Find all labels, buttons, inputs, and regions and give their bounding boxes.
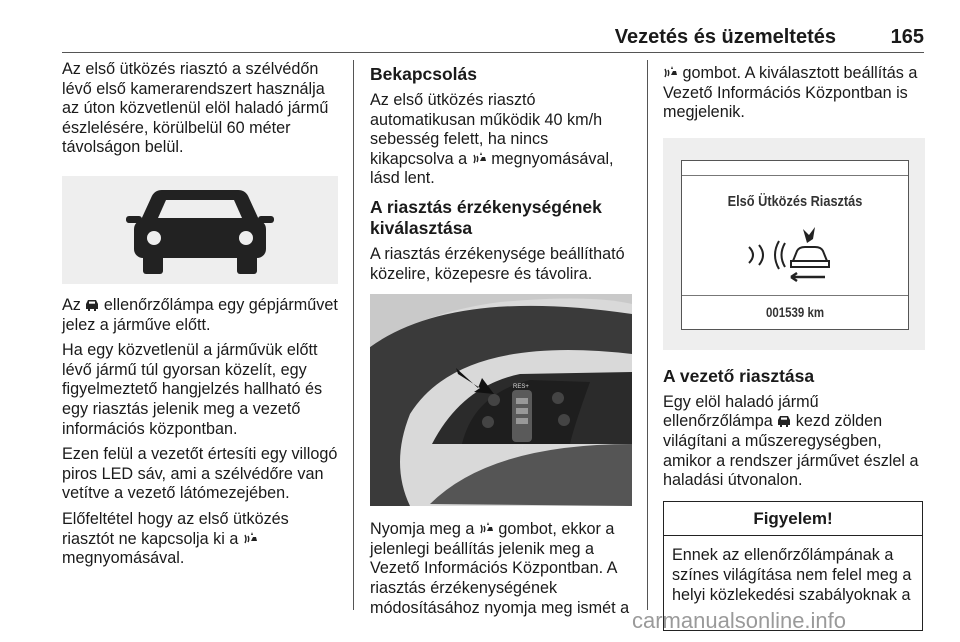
- display-divider: [682, 295, 908, 296]
- paragraph: [663, 64, 925, 123]
- vehicle-ahead-icon: [777, 415, 791, 428]
- car-front-figure: [62, 176, 338, 284]
- note-title: Figyelem!: [664, 502, 922, 537]
- header-divider: [62, 52, 924, 53]
- page-header: [62, 26, 924, 52]
- text: Az: [62, 295, 81, 314]
- text: gombot, ekkor a jelenlegi beállítás jelenik meg a Vezető Információs Központban. A riasztás érzékenységének módosításához nyomja meg ismét a: [370, 520, 630, 617]
- display-top-bar: [682, 161, 908, 176]
- column-2: [370, 60, 634, 618]
- text: megnyomásával.: [62, 549, 185, 568]
- text: Egy elöl haladó jármű ellenőrzőlámpa: [663, 392, 819, 431]
- driver-info-center-figure: [663, 138, 925, 350]
- text: megnyomásával, lásd lent.: [370, 149, 614, 188]
- column-1: [62, 60, 344, 569]
- car-front-icon: [85, 299, 99, 312]
- display-screen: [681, 160, 909, 330]
- text: Nyomja meg a: [370, 520, 475, 539]
- paragraph: Az első ütközés riasztó a szélvédőn lévő első kamerarendszert használja az úton közvetlenül elöl haladó jármű észlelésére, körülbelül 60 méter távolságon belül.: [62, 60, 329, 157]
- paragraph: A riasztás érzékenysége beállítható közelire, közepesre és távolira.: [370, 244, 625, 283]
- section-heading: A riasztás érzékenységének kiválasztása: [370, 196, 602, 238]
- column-divider: [353, 60, 354, 610]
- steering-wheel-illustration: [370, 294, 632, 506]
- paragraph: [370, 91, 634, 189]
- collision-alert-button-icon: [472, 152, 487, 166]
- text: ellenőrzőlámpa egy gépjárművet jelez a járműve előtt.: [62, 295, 338, 334]
- paragraph: [370, 520, 634, 618]
- collision-alert-button-icon: [243, 532, 258, 546]
- paragraph: [62, 296, 344, 335]
- text: kezd zölden világítani a műszeregységben, amikor a rendszer járművet észlel a haladási útvonalon.: [663, 412, 919, 490]
- res-label: RES+: [513, 384, 529, 391]
- column-divider: [647, 60, 648, 610]
- set-label: SET-: [513, 446, 527, 453]
- note-body: Ennek az ellenőrzőlámpának a színes világítása nem felel meg a helyi közlekedési szabályoknak a: [672, 546, 912, 604]
- section-heading: A vezető riasztása: [663, 365, 815, 386]
- collision-alert-button-icon: [479, 522, 494, 536]
- odometer-readout: 001539 km: [765, 304, 825, 320]
- collision-alert-button-icon: [663, 66, 678, 80]
- paragraph: [62, 510, 344, 569]
- text: Az első ütközés riasztó automatikusan működik 40 km/h sebesség felett, ha nincs kikapcsolva a: [370, 91, 603, 168]
- page-title: Vezetés és üzemeltetés: [614, 26, 836, 48]
- section-heading: Bekapcsolás: [370, 64, 478, 84]
- paragraph: Ha egy közvetlenül a járművük előtt lévő jármű túl gyorsan közelít, egy figyelmeztető hangjelzés hallható és egy riasztás jelenik meg a vezető információs központban.: [62, 341, 323, 438]
- column-3: [663, 60, 925, 631]
- collision-alert-display-icon: [745, 225, 845, 289]
- steering-wheel-figure: [370, 294, 632, 506]
- page-number: 165: [890, 26, 924, 48]
- paragraph: [663, 393, 925, 491]
- paragraph: Ezen felül a vezetőt értesíti egy villogó piros LED sáv, ami a szélvédőre van vetítve a vezető látómezejében.: [62, 445, 338, 503]
- car-front-icon: [62, 176, 338, 284]
- display-title: Első Ütközés Riasztás: [727, 193, 863, 210]
- text: gombot. A kiválasztott beállítás a Vezető Információs Központban is megjelenik.: [663, 64, 918, 122]
- text: Előfeltétel hogy az első ütközés riasztót ne kapcsolja ki a: [62, 509, 289, 548]
- watermark: carmanualsonline.info: [632, 608, 847, 633]
